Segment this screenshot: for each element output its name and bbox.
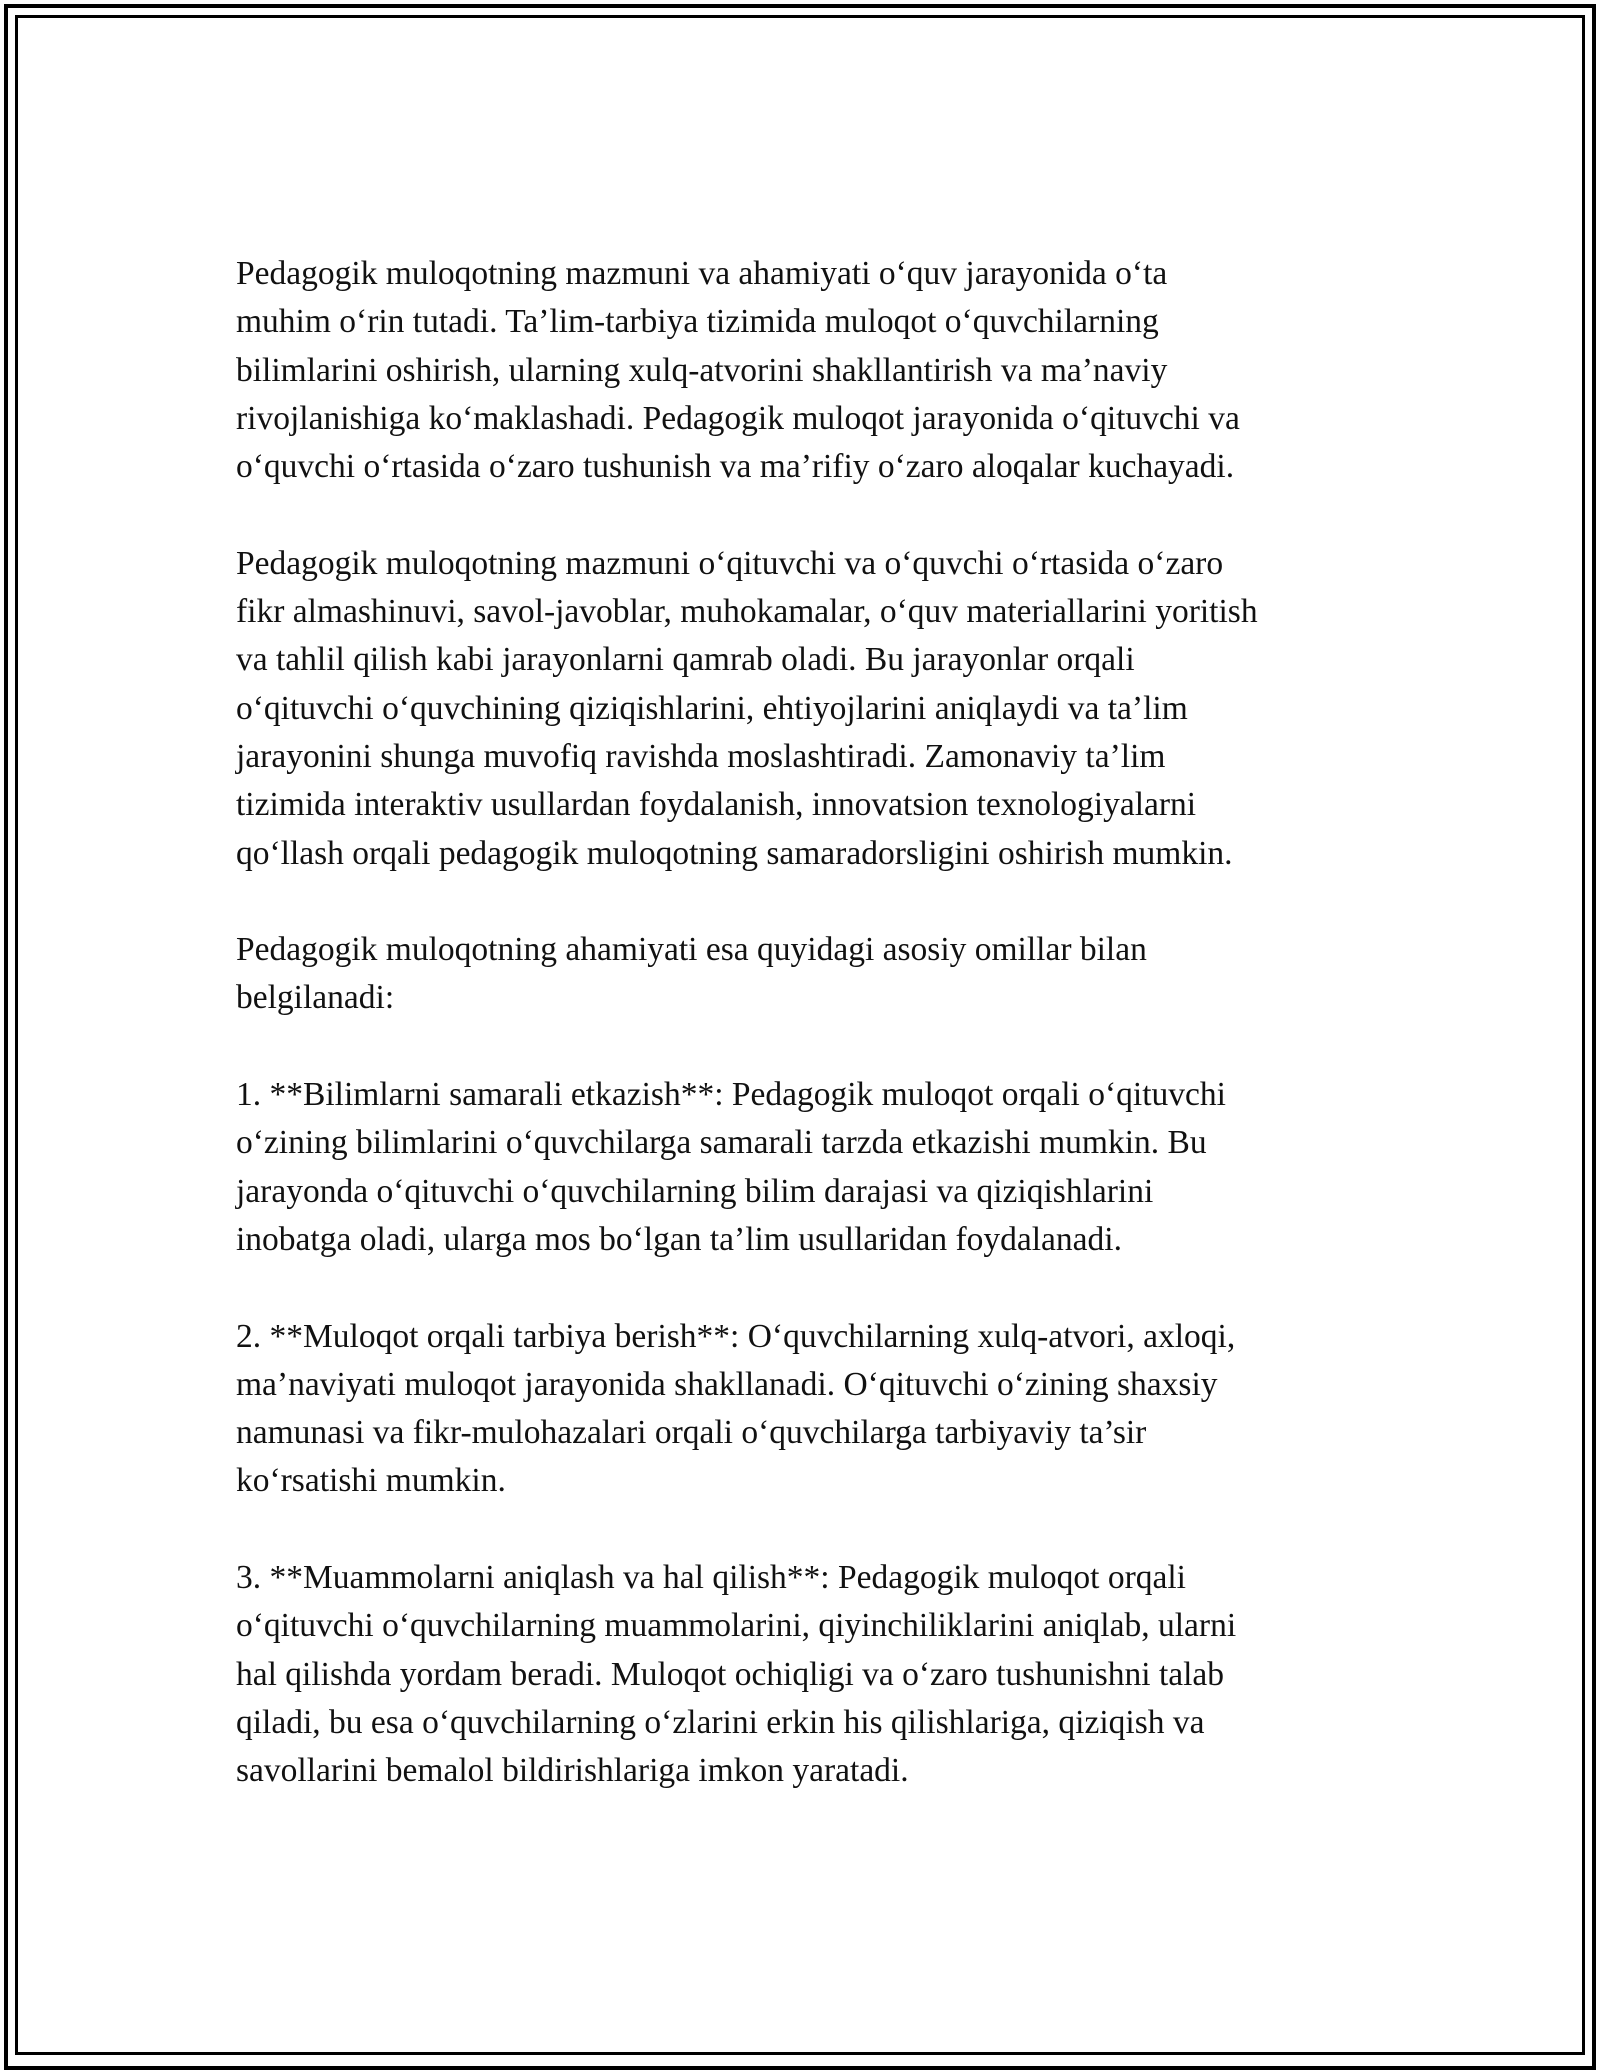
document-body xyxy=(236,250,1366,1844)
text-line: fikr almashinuvi, savol-javoblar, muhokamalar, o‘quv materiallarini yoritish xyxy=(236,593,1258,631)
text-line: savollarini bemalol bildirishlariga imkon yaratadi. xyxy=(236,1752,909,1790)
text-line: jarayonini shunga muvofiq ravishda moslashtiradi. Zamonaviy ta’lim xyxy=(236,737,1166,775)
text-line: Pedagogik muloqotning ahamiyati esa quyidagi asosiy omillar bilan xyxy=(236,931,1147,969)
list-item-1 xyxy=(236,1071,1366,1264)
text-line: bilimlarini oshirish, ularning xulq-atvorini shakllantirish va ma’naviy xyxy=(236,351,1168,389)
paragraph-importance xyxy=(236,926,1366,1023)
text-line: hal qilishda yordam beradi. Muloqot ochiqligi va o‘zaro tushunishni talab xyxy=(236,1655,1225,1693)
text-line: va tahlil qilish kabi jarayonlarni qamrab oladi. Bu jarayonlar orqali xyxy=(236,641,1135,679)
text-line: namunasi va fikr-mulohazalari orqali o‘quvchilarga tarbiyaviy ta’sir xyxy=(236,1414,1147,1452)
text-line: qo‘llash orqali pedagogik muloqotning samaradorsligini oshirish mumkin. xyxy=(236,834,1233,872)
text-line: o‘quvchi o‘rtasida o‘zaro tushunish va ma’rifiy o‘zaro aloqalar kuchayadi. xyxy=(236,448,1235,486)
paragraph-intro xyxy=(236,250,1366,491)
text-line: rivojlanishiga ko‘maklashadi. Pedagogik muloqot jarayonida o‘qituvchi va xyxy=(236,399,1240,437)
text-line: qiladi, bu esa o‘quvchilarning o‘zlarini erkin his qilishlariga, qiziqish va xyxy=(236,1703,1205,1741)
text-line: muhim o‘rin tutadi. Ta’lim-tarbiya tizimida muloqot o‘quvchilarning xyxy=(236,303,1159,341)
text-line: 3. **Muammolarni aniqlash va hal qilish**: Pedagogik muloqot orqali xyxy=(236,1559,1186,1597)
text-line: ma’naviyati muloqot jarayonida shakllanadi. O‘qituvchi o‘zining shaxsiy xyxy=(236,1365,1218,1403)
text-line: 1. **Bilimlarni samarali etkazish**: Pedagogik muloqot orqali o‘qituvchi xyxy=(236,1076,1226,1114)
list-item-3 xyxy=(236,1554,1366,1795)
text-line: o‘qituvchi o‘quvchining qiziqishlarini, ehtiyojlarini aniqlaydi va ta’lim xyxy=(236,689,1188,727)
text-line: o‘zining bilimlarini o‘quvchilarga samarali tarzda etkazishi mumkin. Bu xyxy=(236,1124,1207,1162)
list-item-2 xyxy=(236,1313,1366,1506)
paragraph-content xyxy=(236,540,1366,878)
text-line: o‘qituvchi o‘quvchilarning muammolarini, qiyinchiliklarini aniqlab, ularni xyxy=(236,1607,1237,1645)
text-line: Pedagogik muloqotning mazmuni o‘qituvchi va o‘quvchi o‘rtasida o‘zaro xyxy=(236,544,1224,582)
text-line: jarayonda o‘qituvchi o‘quvchilarning bilim darajasi va qiziqishlarini xyxy=(236,1172,1154,1210)
text-line: 2. **Muloqot orqali tarbiya berish**: O‘quvchilarning xulq-atvori, axloqi, xyxy=(236,1317,1236,1355)
text-line: ko‘rsatishi mumkin. xyxy=(236,1462,506,1500)
text-line: Pedagogik muloqotning mazmuni va ahamiyati o‘quv jarayonida o‘ta xyxy=(236,255,1168,292)
text-line: belgilanadi: xyxy=(236,979,395,1017)
text-line: inobatga oladi, ularga mos bo‘lgan ta’lim usullaridan foydalanadi. xyxy=(236,1220,1122,1258)
text-line: tizimida interaktiv usullardan foydalanish, innovatsion texnologiyalarni xyxy=(236,786,1197,824)
